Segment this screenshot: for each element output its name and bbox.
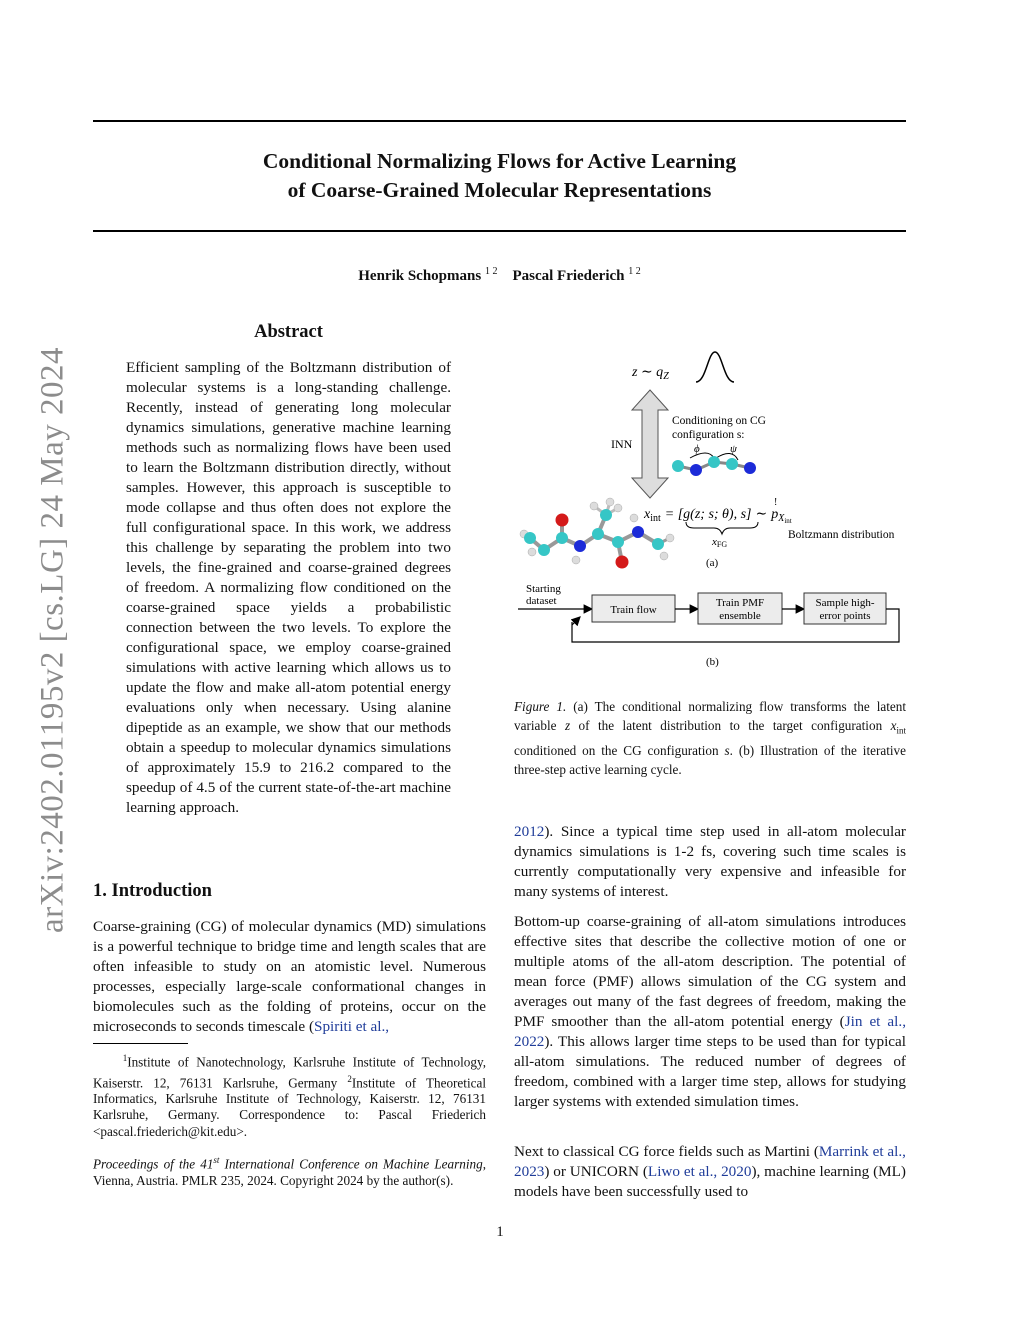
boltzmann-label: Boltzmann distribution (788, 529, 895, 541)
train-pmf-label-line2: ensemble (719, 610, 761, 622)
intro-paragraph-1-cont: 2012). Since a typical time step used in all-atom molecular dynamics simulations is 1-2 fs, covering such time scales is currently computationally very expensive and infeasible for many systems of interest. (514, 823, 906, 900)
equation-bang: ! (774, 497, 778, 508)
citation-link[interactable]: 2012 (514, 823, 545, 840)
figure-1 (510, 340, 910, 680)
train-flow-label: Train flow (610, 604, 657, 616)
train-pmf-label-line1: Train PMF (715, 597, 765, 609)
intro-heading: 1. Introduction (93, 881, 212, 901)
all-atom-molecule-icon (520, 498, 674, 569)
svg-text:ψ: ψ (730, 443, 737, 455)
page-number: 1 (496, 1224, 504, 1240)
footnote-rule (93, 1043, 188, 1044)
author-affil: 1 2 (484, 266, 498, 277)
underbrace-label: xFG (712, 536, 728, 549)
starting-dataset-label-line2: dataset (526, 595, 557, 607)
citation-link[interactable]: Liwo et al., 2020 (647, 1163, 752, 1180)
svg-text:ϕ: ϕ (694, 443, 700, 455)
intro-paragraph-3: Next to classical CG force fields such as Martini (Marrink et al., 2023) or UNICORN (Liwo et al., 2020), machine learning (ML) models have been successfully used to (514, 1143, 906, 1200)
figure-1-caption: Figure 1. (a) The conditional normalizing flow transforms the latent variable z of the latent distribution to the target configuration $x_{int}$ conditioned on the CG configuration s. (b) Illustration of the iterative three-step active learning cycle. (514, 699, 907, 778)
sample-points-label-line2: error points (819, 610, 871, 622)
panel-b-label: (b) (706, 656, 719, 668)
gaussian-curve-icon (696, 352, 734, 382)
title-bottom-rule (93, 230, 906, 232)
starting-dataset-label-line1: Starting (526, 583, 561, 595)
abstract-body: Efficient sampling of the Boltzmann distribution of molecular systems is a long-standing challenge. Recently, instead of generating long molecular dynamics simulations, generative machine learning methods such as normalizing flows have been used to learn the Boltzmann distribution directly, without samples. However, this approach is susceptible to mode collapse and thus often does not explore the full configurational space. In this work, we address this challenge by separating the problem into two levels, the fine-grained and coarse-grained degrees of freedom. A normalizing flow conditioned on the coarse-grained space yields a probabilistic connection between the two levels. To explore the configurational space, we employ coarse-grained simulations with active learning which allows us to update the flow and make all-atom potential energy evaluations only when necessary. Using alanine dipeptide as an example, we show that our methods obtain a speedup to molecular dynamics simulations of approximately 15.9 to 216.2 compared to the speedup of 4.5 of the current state-of-the-art machine learning approach. (126, 359, 451, 816)
intro-paragraph-1: Coarse-graining (CG) of molecular dynamics (MD) simulations is a powerful technique to bridge time and length scales that are often infeasible to study on an atomistic level. Numerous processes, especially large-scale conformational changes in biomolecules such as the folding of proteins, occur on the microseconds to seconds timescale (Spiriti et al., (93, 918, 486, 1035)
latent-label: z ∼ $q_Z$ (632, 365, 669, 382)
conditioning-label-line1: Conditioning on CG (672, 415, 766, 427)
equation: $x_{int} = [g(z$; s; θ), s] ∼ $p_Xint$ (644, 507, 792, 525)
paper-title: Conditional Normalizing Flows for Active Learning of Coarse-Grained Molecular Representations (262, 149, 737, 202)
affiliation-footnote: $^1$Institute of Nanotechnology, Karlsruhe Institute of Technology, Kaiserstr. 12, 76131 Karlsruhe, Germany $^2$Institute of Theoretical Informatics, Karlsruhe Institute of Technology, Kaiserstr. 12, 76131 Karlsruhe, Germany. Correspondence to: Pascal Friederich <pascal.friederich@kit.edu>. (93, 1053, 486, 1139)
author-name: Pascal Friederich (512, 268, 625, 284)
intro-paragraph-2: Bottom-up coarse-graining of all-atom simulations introduces effective sites that describe the collective motion of one or multiple atoms of the all-atom description. The potential of mean force (PMF) allows simulation of the CG system and averages out many of the fast degrees of freedom, making the PMF smoother than the all-atom potential energy (Jin et al., 2022). This allows larger time steps to be used than for typical all-atom simulations. The reduced number of degrees of freedom, combined with a larger time step, allows for studying larger systems with extended simulation times. (514, 913, 906, 1110)
citation-link[interactable]: Spiriti et al., (314, 1018, 390, 1035)
inn-double-arrow-icon (632, 390, 668, 498)
sample-points-label-line1: Sample high- (815, 597, 875, 609)
cg-molecule-icon (672, 443, 756, 476)
top-rule (93, 120, 906, 122)
author-affil: 1 2 (628, 266, 641, 277)
proceedings-note: Proceedings of the 41st International Conference on Machine Learning, Vienna, Austria. PMLR 235, 2024. Copyright 2024 by the author(s). (93, 1155, 486, 1188)
abstract-heading: Abstract (254, 322, 323, 342)
author-name: Henrik Schopmans (358, 268, 482, 284)
inn-label: INN (611, 437, 633, 451)
conditioning-label-line2: configuration s: (672, 429, 745, 441)
citation-link[interactable]: Jin et al., 2022 (514, 1013, 906, 1050)
underbrace-icon (686, 522, 758, 534)
feedback-arrow-icon (572, 617, 580, 625)
panel-a-label: (a) (706, 557, 719, 569)
citation-link[interactable]: Marrink et al., 2023 (514, 1143, 906, 1180)
author-list (93, 266, 906, 285)
